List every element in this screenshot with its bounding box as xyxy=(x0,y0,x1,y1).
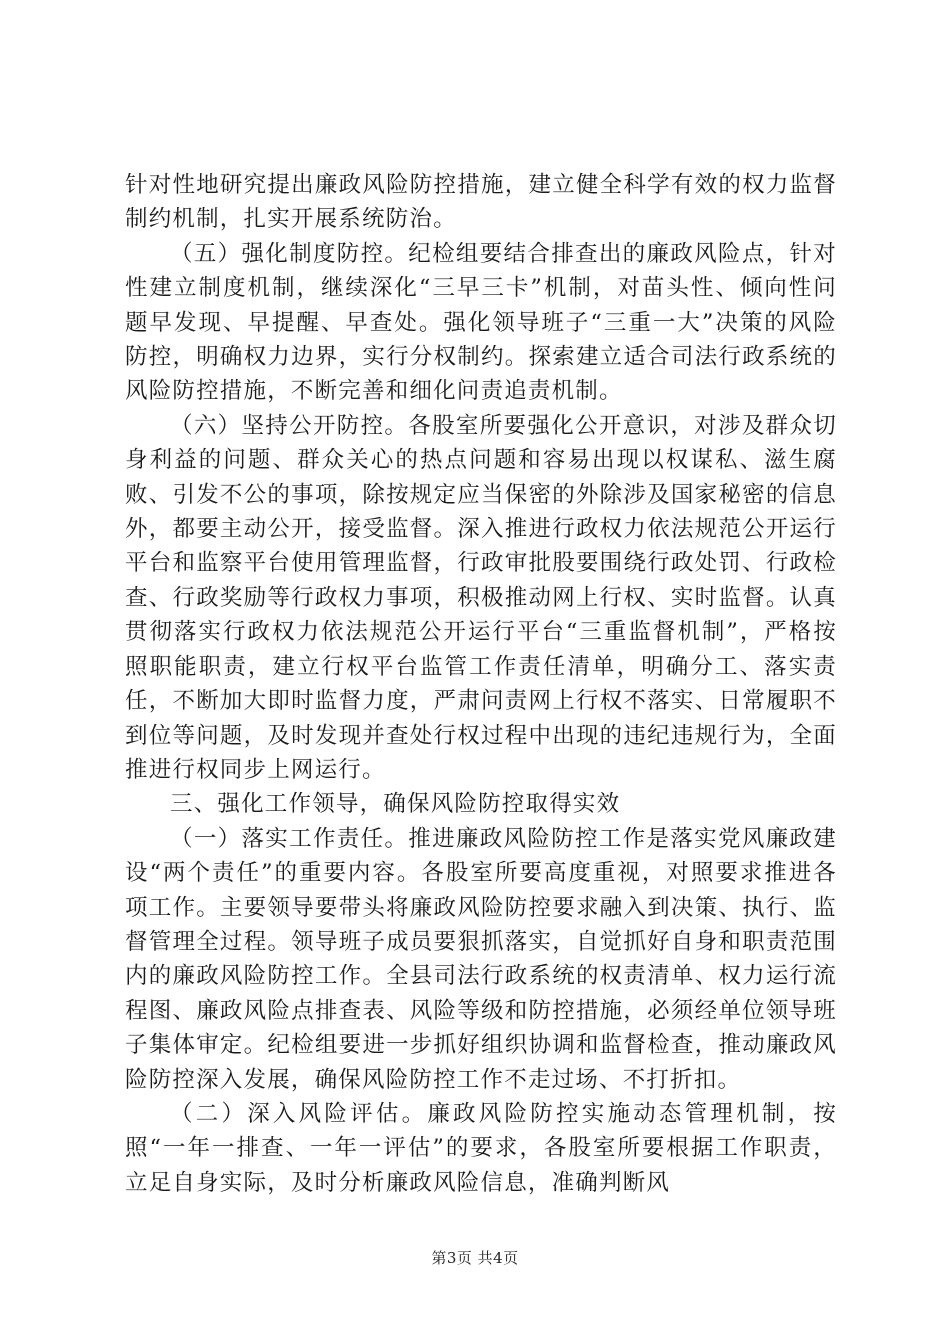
paragraph: （六）坚持公开防控。各股室所要强化公开意识，对涉及群众切身利益的问题、群众关心的热点问题和容易出现以权谋私、滋生腐败、引发不公的事项，除按规定应当保密的外除涉及国家秘密的信息外，都要主动公开，接受监督。深入推进行政权力依法规范公开运行平台和监察平台使用管理监督，行政审批股要围绕行政处罚、行政检查、行政奖励等行政权力事项，积极推动网上行权、实时监督。认真贯彻落实行政权力依法规范公开运行平台“三重监督机制”，严格按照职能职责，建立行权平台监管工作责任清单，明确分工、落实责任，不断加大即时监督力度，严肃问责网上行权不落实、日常履职不到位等问题，及时发现并查处行权过程中出现的违纪违规行为，全面推进行权同步上网运行。 xyxy=(125,412,837,783)
paragraph: （五）强化制度防控。纪检组要结合排查出的廉政风险点，针对性建立制度机制，继续深化“三早三卡”机制，对苗头性、倾向性问题早发现、早提醒、早查处。强化领导班子“三重一大”决策的风险防控，明确权力边界，实行分权制约。探索建立适合司法行政系统的风险防控措施，不断完善和细化问责追责机制。 xyxy=(125,240,837,405)
paragraph: （二）深入风险评估。廉政风险防控实施动态管理机制，按照“一年一排查、一年一评估”的要求，各股室所要根据工作职责，立足自身实际，及时分析廉政风险信息，准确判断风 xyxy=(125,1100,837,1196)
page-footer: 第3页 共4页 xyxy=(431,1249,519,1267)
paragraph: 三、强化工作领导，确保风险防控取得实效 xyxy=(170,791,621,818)
paragraph: 针对性地研究提出廉政风险防控措施，建立健全科学有效的权力监督制约机制，扎实开展系统防治。 xyxy=(125,172,837,233)
document-body xyxy=(125,168,837,1200)
paragraph: （一）落实工作责任。推进廉政风险防控工作是落实党风廉政建设“两个责任”的重要内容。各股室所要高度重视，对照要求推进各项工作。主要领导要带头将廉政风险防控要求融入到决策、执行、监督管理全过程。领导班子成员要狠抓落实，自觉抓好自身和职责范围内的廉政风险防控工作。全县司法行政系统的权责清单、权力运行流程图、廉政风险点排查表、风险等级和防控措施，必须经单位领导班子集体审定。纪检组要进一步抓好组织协调和监督检查，推动廉政风险防控深入发展，确保风险防控工作不走过场、不打折扣。 xyxy=(125,825,837,1093)
